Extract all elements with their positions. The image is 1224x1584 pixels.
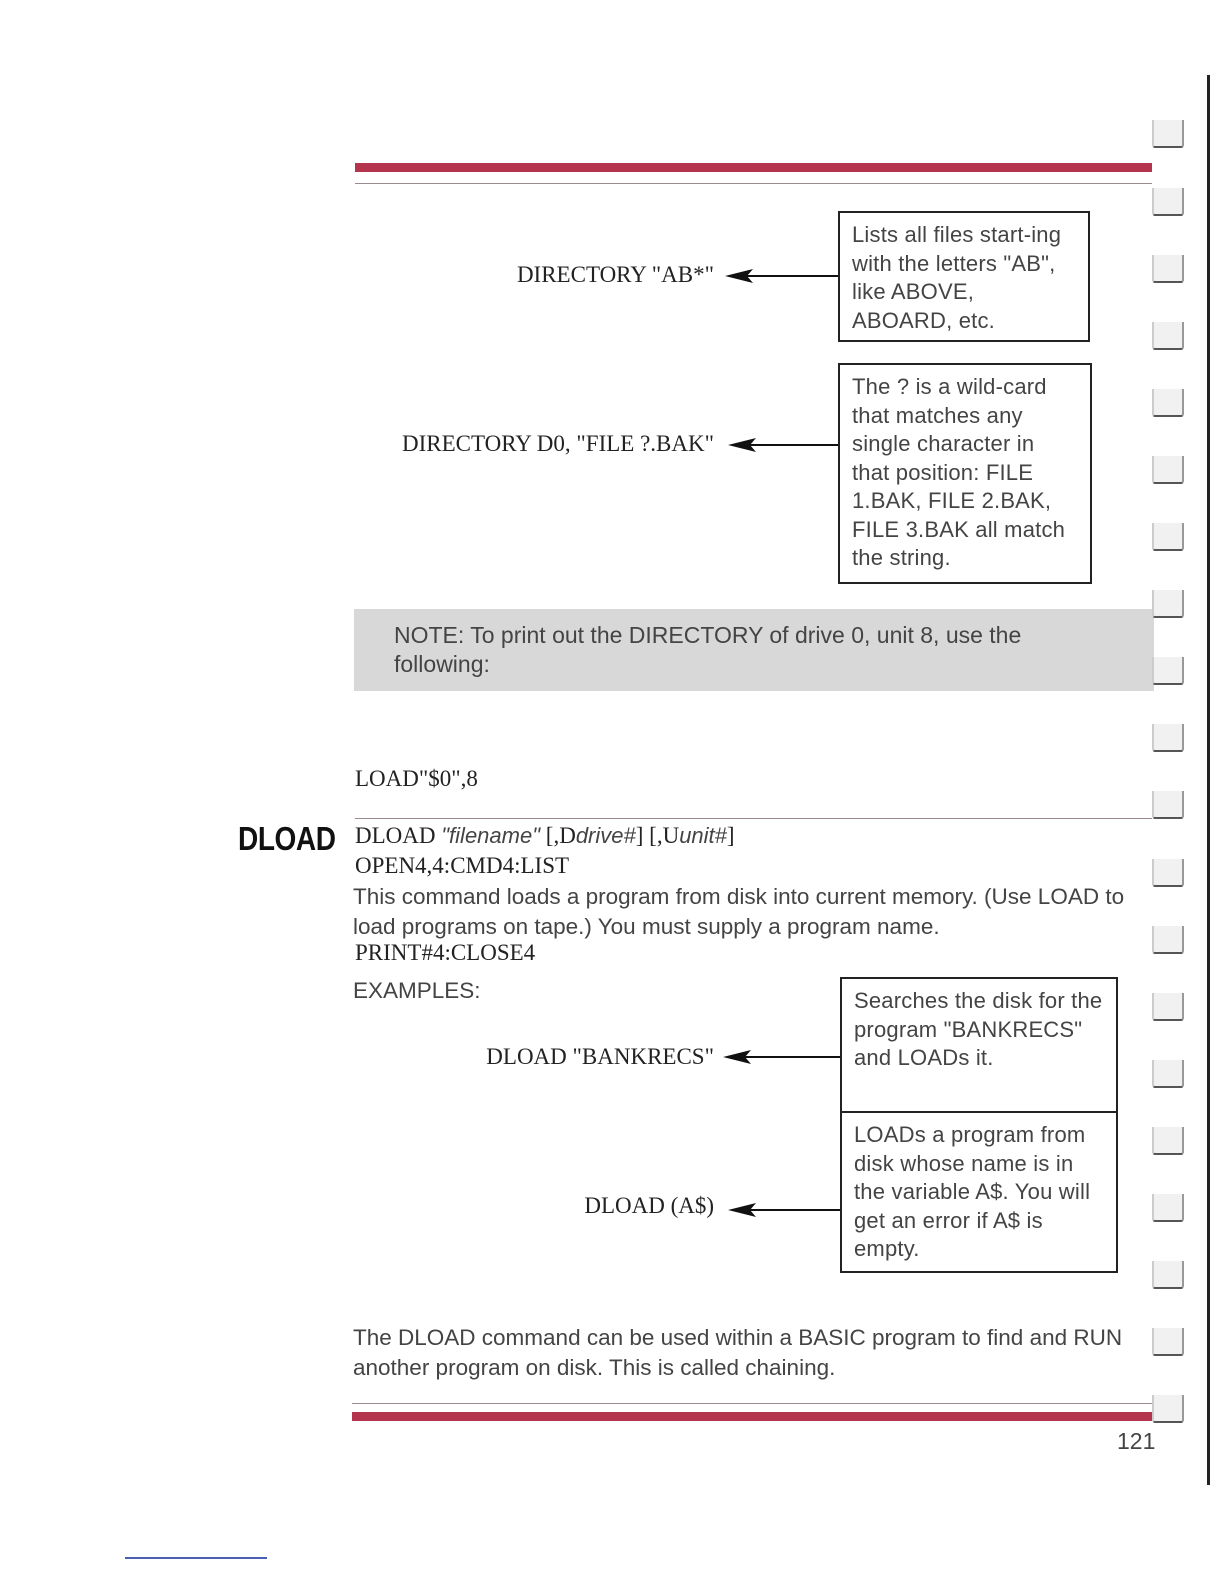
- binder-tab: [1152, 523, 1184, 551]
- binder-tab: [1152, 322, 1184, 350]
- binder-tab: [1152, 188, 1184, 216]
- syntax-keyword: DLOAD: [355, 823, 436, 848]
- binder-tab: [1152, 1127, 1184, 1155]
- binder-tab: [1152, 1261, 1184, 1289]
- syntax-unit-close: ]: [726, 823, 735, 848]
- top-red-rule: [355, 163, 1152, 172]
- binder-tab: [1152, 791, 1184, 819]
- binder-tab: [1152, 120, 1184, 148]
- examples-label: EXAMPLES:: [353, 978, 481, 1003]
- note-text: NOTE: To print out the DIRECTORY of drive 0, unit 8, use the following:: [394, 622, 1022, 677]
- scan-artifact-line: [125, 1557, 267, 1559]
- dload-example-2-code: DLOAD (A$): [584, 1193, 714, 1218]
- section-divider: [355, 818, 1152, 819]
- binder-tab: [1152, 1328, 1184, 1356]
- dload-example-2-explanation: LOADs a program from disk whose name is in the variable A$. You will get an error if A$ is empty.: [854, 1122, 1091, 1261]
- binder-tab: [1152, 657, 1184, 685]
- dload-syntax: [355, 823, 735, 849]
- dload-example-1-callout: [840, 977, 1118, 1113]
- page-number: 121: [1117, 1428, 1156, 1454]
- directory-example-2-explanation: The ? is a wild-card that matches any single character in that position: FILE 1.BAK, FILE 2.BAK, FILE 3.BAK all match the string.: [852, 374, 1066, 570]
- bottom-thin-rule: [352, 1403, 1152, 1404]
- directory-example-1-explanation: Lists all files start-ing with the letters "AB", like ABOVE, ABOARD, etc.: [852, 222, 1062, 333]
- directory-example-1-callout: [838, 211, 1090, 342]
- binder-spine: [1207, 75, 1210, 1485]
- syntax-filename: "filename": [441, 823, 541, 848]
- code-line: OPEN4,4:CMD4:LIST: [355, 853, 570, 878]
- syntax-drive-open: [,D: [545, 823, 576, 848]
- dload-example-1-code: DLOAD "BANKRECS": [486, 1044, 714, 1069]
- directory-example-1-code: DIRECTORY "AB*": [516, 262, 714, 287]
- binder-tab: [1152, 859, 1184, 887]
- binder-tab: [1152, 1395, 1184, 1423]
- arrow-left-icon: [728, 438, 840, 452]
- binder-tab: [1152, 724, 1184, 752]
- binder-tab: [1152, 993, 1184, 1021]
- arrow-left-icon: [725, 269, 840, 283]
- bottom-red-rule: [352, 1412, 1152, 1421]
- arrow-left-icon: [728, 1203, 843, 1217]
- dload-example-2-callout: [840, 1111, 1118, 1273]
- arrow-left-icon: [723, 1050, 843, 1064]
- binder-tab: [1152, 255, 1184, 283]
- top-thin-rule: [355, 183, 1152, 184]
- code-line: PRINT#4:CLOSE4: [355, 940, 536, 965]
- syntax-drive: drive#: [575, 823, 636, 848]
- dload-closing: The DLOAD command can be used within a BASIC program to find and RUN another program on disk. This is called chaining.: [353, 1325, 1123, 1380]
- dload-description: This command loads a program from disk into current memory. (Use LOAD to load programs on tape.) You must supply a program name.: [353, 884, 1125, 939]
- binder-tab: [1152, 389, 1184, 417]
- syntax-unit-open: [,U: [649, 823, 680, 848]
- binder-tab: [1152, 1060, 1184, 1088]
- binder-tab: [1152, 590, 1184, 618]
- syntax-unit: unit#: [679, 823, 727, 848]
- code-block: [355, 706, 569, 996]
- dload-example-1-explanation: Searches the disk for the program "BANKRECS" and LOADs it.: [854, 988, 1103, 1070]
- note-box: [354, 609, 1154, 691]
- binder-tab: [1152, 456, 1184, 484]
- binder-tab: [1152, 1194, 1184, 1222]
- binder-tab: [1152, 926, 1184, 954]
- directory-example-2-callout: [838, 363, 1092, 584]
- directory-example-2-code: DIRECTORY D0, "FILE ?.BAK": [401, 431, 714, 456]
- section-heading: DLOAD: [238, 820, 336, 857]
- syntax-drive-close: ]: [635, 823, 644, 848]
- code-line: LOAD"$0",8: [355, 766, 478, 791]
